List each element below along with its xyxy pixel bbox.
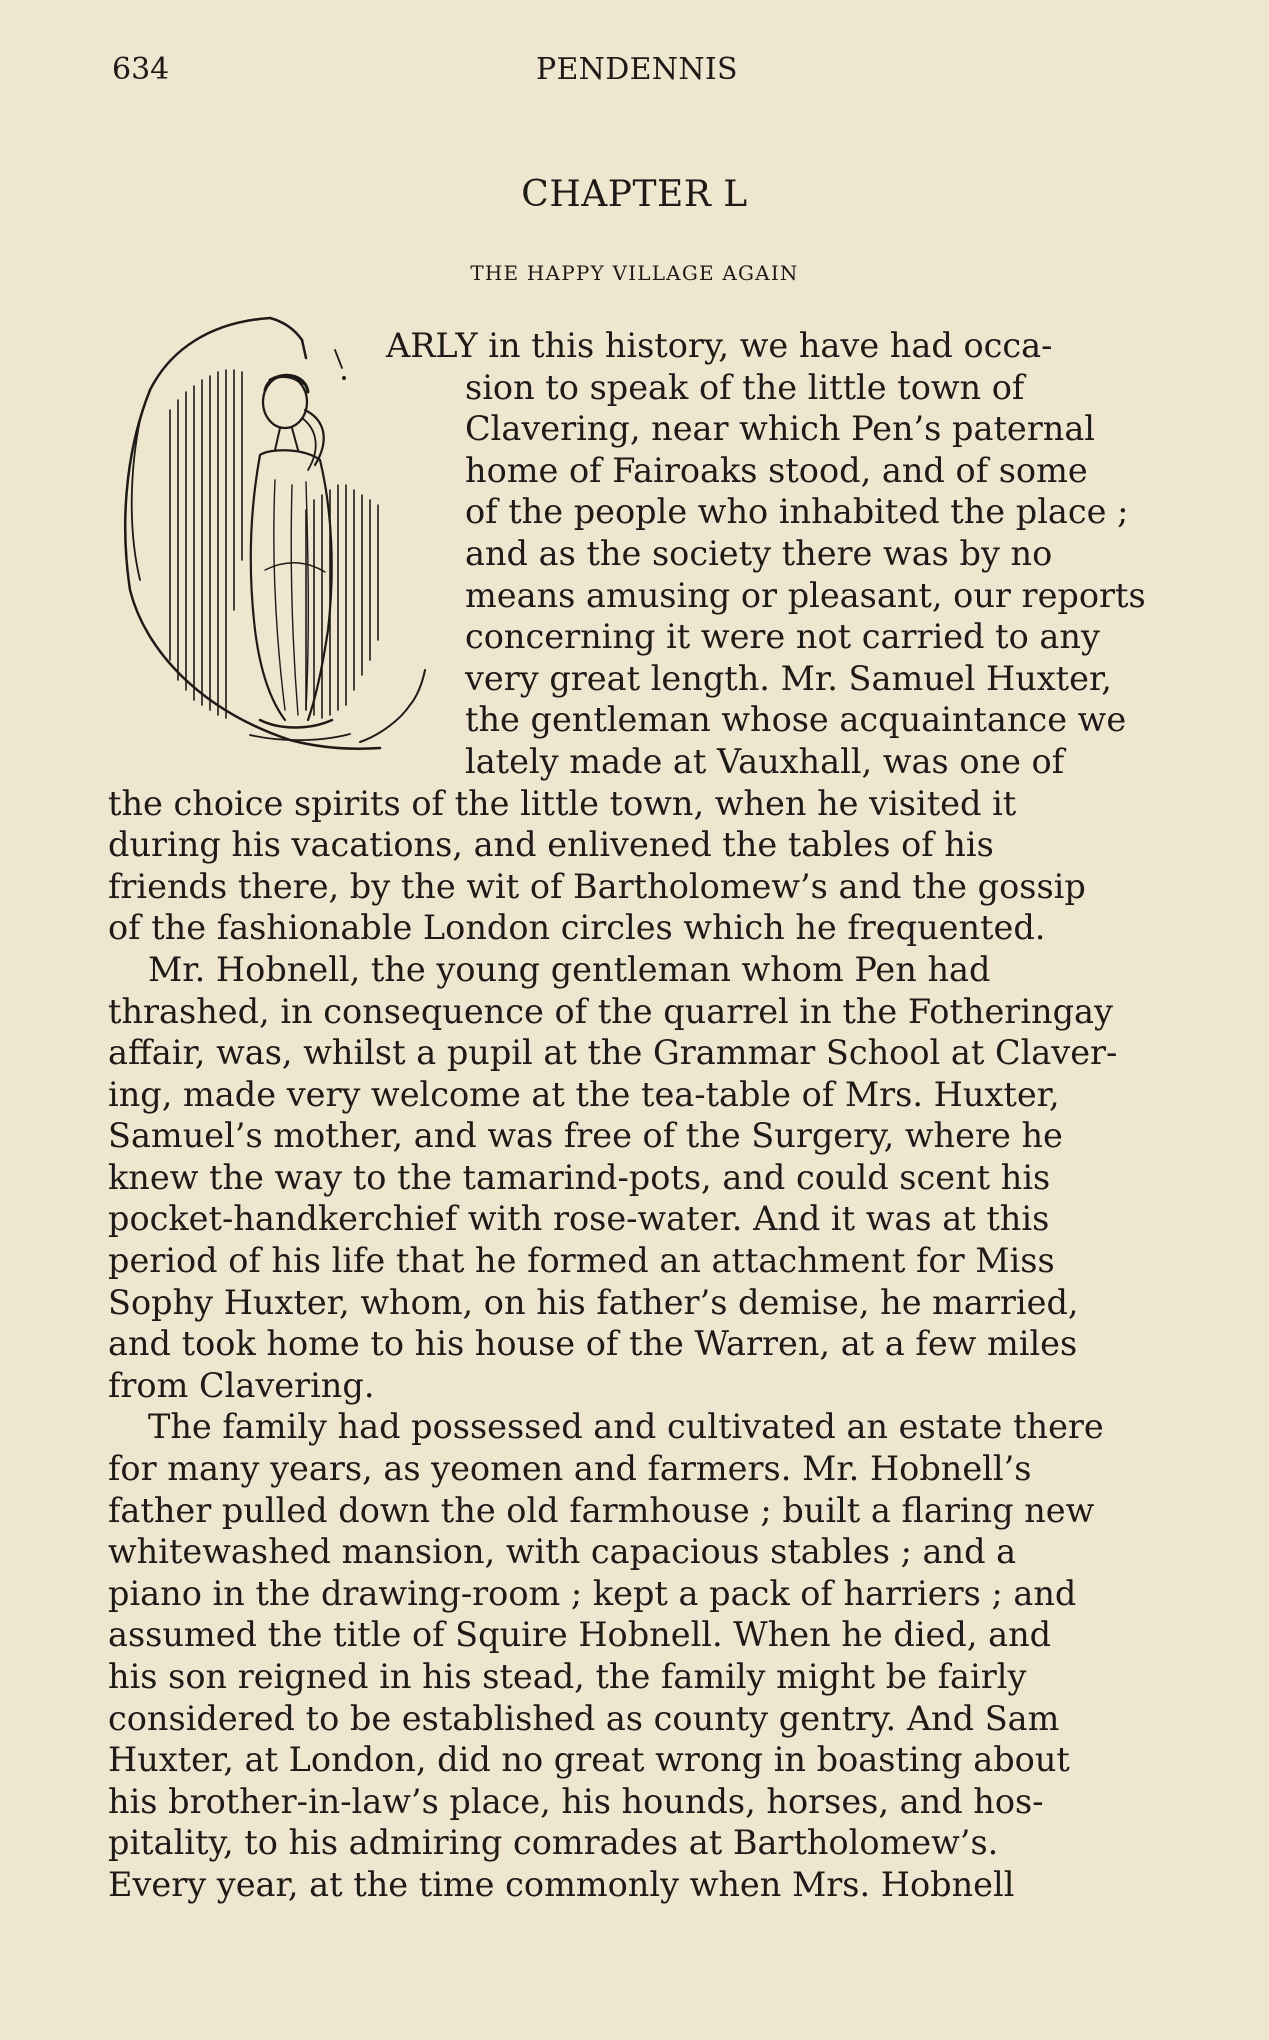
text-line: of the people who inhabited the place ; [465,492,1129,532]
text-line: home of Fairoaks stood, and of some [465,450,1088,490]
text-line: Huxter, at London, did no great wrong in boasting about [108,1740,1070,1780]
text-line: the gentleman whose acquaintance we [465,700,1127,740]
text-line: whitewashed mansion, with capacious stables ; and a [108,1532,1017,1572]
text-line: friends there, by the wit of Bartholomew’s and the gossip [108,866,1086,906]
text-line: and as the society there was by no [465,533,1053,573]
text-line: piano in the drawing-room ; kept a pack of harriers ; and [108,1573,1077,1613]
text-line: assumed the title of Squire Hobnell. When he died, and [108,1615,1052,1655]
text-line: Clavering, near which Pen’s paternal [465,409,1096,449]
text-line: Every year, at the time commonly when Mrs. Hobnell [108,1864,1015,1904]
text-line: sion to speak of the little town of [465,367,1025,407]
page-number: 634 [112,52,170,87]
text-line: and took home to his house of the Warren, at a few miles [108,1324,1078,1364]
text-line: means amusing or pleasant, our reports [465,575,1146,615]
text-line: father pulled down the old farmhouse ; built a flaring new [108,1490,1095,1530]
text-line: pocket-handkerchief with rose-water. And it was at this [108,1199,1050,1239]
text-line: his son reigned in his stead, the family might be fairly [108,1657,1027,1696]
chapter-title: CHAPTER L [521,174,748,215]
text-line: for many years, as yeomen and farmers. Mr. Hobnell’s [108,1449,1032,1489]
running-title: PENDENNIS [536,52,738,87]
text-line: concerning it were not carried to any [465,617,1100,657]
text-line: thrashed, in consequence of the quarrel in the Fotheringay [108,991,1113,1031]
text-line: affair, was, whilst a pupil at the Grammar School at Claver- [108,1033,1118,1073]
text-line: Sophy Huxter, whom, on his father’s demise, he married, [108,1282,1079,1322]
text-line: pitality, to his admiring comrades at Bartholomew’s. [108,1823,999,1863]
text-line: of the fashionable London circles which he frequented. [108,908,1046,948]
text-line: during his vacations, and enlivened the tables of his [108,825,994,865]
text-line: the choice spirits of the little town, when he visited it [108,783,1017,823]
text-line: Mr. Hobnell, the young gentleman whom Pen had [148,949,991,989]
text-line: knew the way to the tamarind-pots, and could scent his [108,1157,1051,1197]
text-line: lately made at Vauxhall, was one of [465,741,1065,781]
text-line: The family had possessed and cultivated an estate there [148,1407,1104,1447]
text-line: ing, made very welcome at the tea-table of Mrs. Huxter, [108,1074,1060,1114]
text-line [108,325,1190,367]
text-line: period of his life that he formed an attachment for Miss [108,1241,1055,1281]
text-line: from Clavering. [108,1365,375,1405]
running-head [112,48,1192,92]
text-line: Samuel’s mother, and was free of the Surgery, where he [108,1116,1063,1156]
text-line: his brother-in-law’s place, his hounds, horses, and hos- [108,1781,1044,1821]
drop-cap-run: ARLY in this history, we have had occa- [386,326,1053,365]
text-line: considered to be established as county gentry. And Sam [108,1698,1060,1738]
chapter-body [108,325,1190,1906]
chapter-subtitle: THE HAPPY VILLAGE AGAIN [470,261,799,285]
text-line: very great length. Mr. Samuel Huxter, [465,658,1112,698]
